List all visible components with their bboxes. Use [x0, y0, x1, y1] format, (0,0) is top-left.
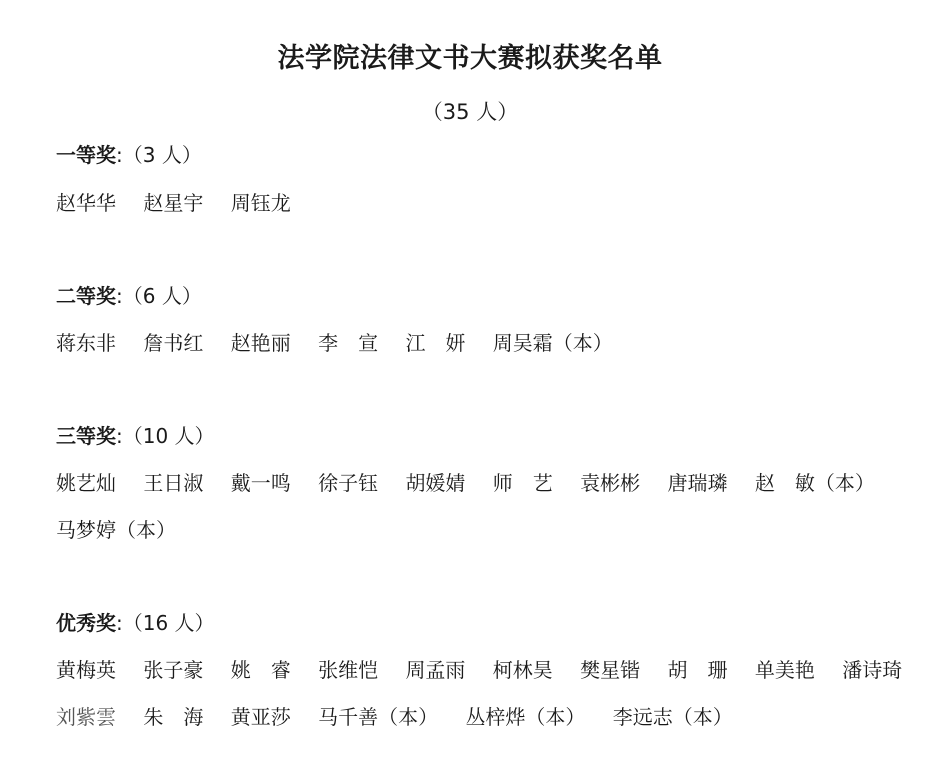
list-item: 朱 海: [143, 705, 204, 729]
excellence-prize-row-1: [56, 656, 902, 684]
list-item: 蒋东非: [56, 331, 116, 355]
list-item: 单美艳: [754, 658, 815, 682]
section-third-prize-heading: [56, 422, 215, 450]
list-item: 戴一鸣: [230, 471, 291, 495]
list-item: 周钰龙: [230, 191, 291, 215]
list-item: 马梦婷（本）: [56, 518, 176, 542]
second-prize-row-1: [56, 329, 634, 357]
list-item: 姚 睿: [230, 658, 291, 682]
third-prize-row-1: [56, 469, 896, 497]
list-item: 刘紫雲: [56, 705, 116, 729]
list-item: 潘诗琦: [842, 658, 903, 682]
list-item: 黄亚莎: [230, 705, 291, 729]
list-item: 赵艳丽: [230, 331, 291, 355]
section-first-prize-heading: [56, 141, 202, 169]
excellence-prize-row-2: [56, 703, 754, 731]
list-item: 袁彬彬: [580, 471, 641, 495]
list-item: 樊星锴: [580, 658, 641, 682]
list-item: 周吴霜（本）: [492, 331, 613, 355]
section-count: :（16 人）: [116, 611, 215, 635]
list-item: 姚艺灿: [56, 471, 116, 495]
section-label: 二等奖: [56, 284, 116, 308]
list-item: 赵华华: [56, 191, 116, 215]
total-count: （35 人）: [421, 100, 519, 124]
list-item: 师 艺: [492, 471, 553, 495]
list-item: 张子豪: [143, 658, 204, 682]
list-item: 马千善（本）: [318, 705, 439, 729]
list-item: 李远志（本）: [612, 705, 733, 729]
section-label: 一等奖: [56, 143, 116, 167]
section-count: :（10 人）: [116, 424, 215, 448]
list-item: 江 妍: [405, 331, 466, 355]
list-item: 詹书红: [143, 331, 204, 355]
section-label: 三等奖: [56, 424, 116, 448]
section-second-prize-heading: [56, 282, 202, 310]
list-item: 柯林昊: [492, 658, 553, 682]
list-item: 丛梓烨（本）: [465, 705, 586, 729]
third-prize-row-2: [56, 516, 197, 544]
list-item: 周孟雨: [405, 658, 466, 682]
first-prize-row-1: [56, 189, 312, 217]
list-item: 徐子钰: [318, 471, 379, 495]
list-item: 黄梅英: [56, 658, 116, 682]
section-label: 优秀奖: [56, 611, 116, 635]
page-title: 法学院法律文书大赛拟获奖名单: [277, 43, 663, 74]
section-count: :（6 人）: [116, 284, 202, 308]
section-count: :（3 人）: [116, 143, 202, 167]
list-item: 张维恺: [318, 658, 379, 682]
list-item: 王日淑: [143, 471, 204, 495]
list-item: 赵 敏（本）: [754, 471, 875, 495]
list-item: 胡媛婧: [405, 471, 466, 495]
list-item: 胡 珊: [667, 658, 728, 682]
list-item: 李 宣: [318, 331, 379, 355]
list-item: 赵星宇: [143, 191, 204, 215]
list-item: 唐瑞璘: [667, 471, 728, 495]
section-excellence-prize-heading: [56, 609, 215, 637]
